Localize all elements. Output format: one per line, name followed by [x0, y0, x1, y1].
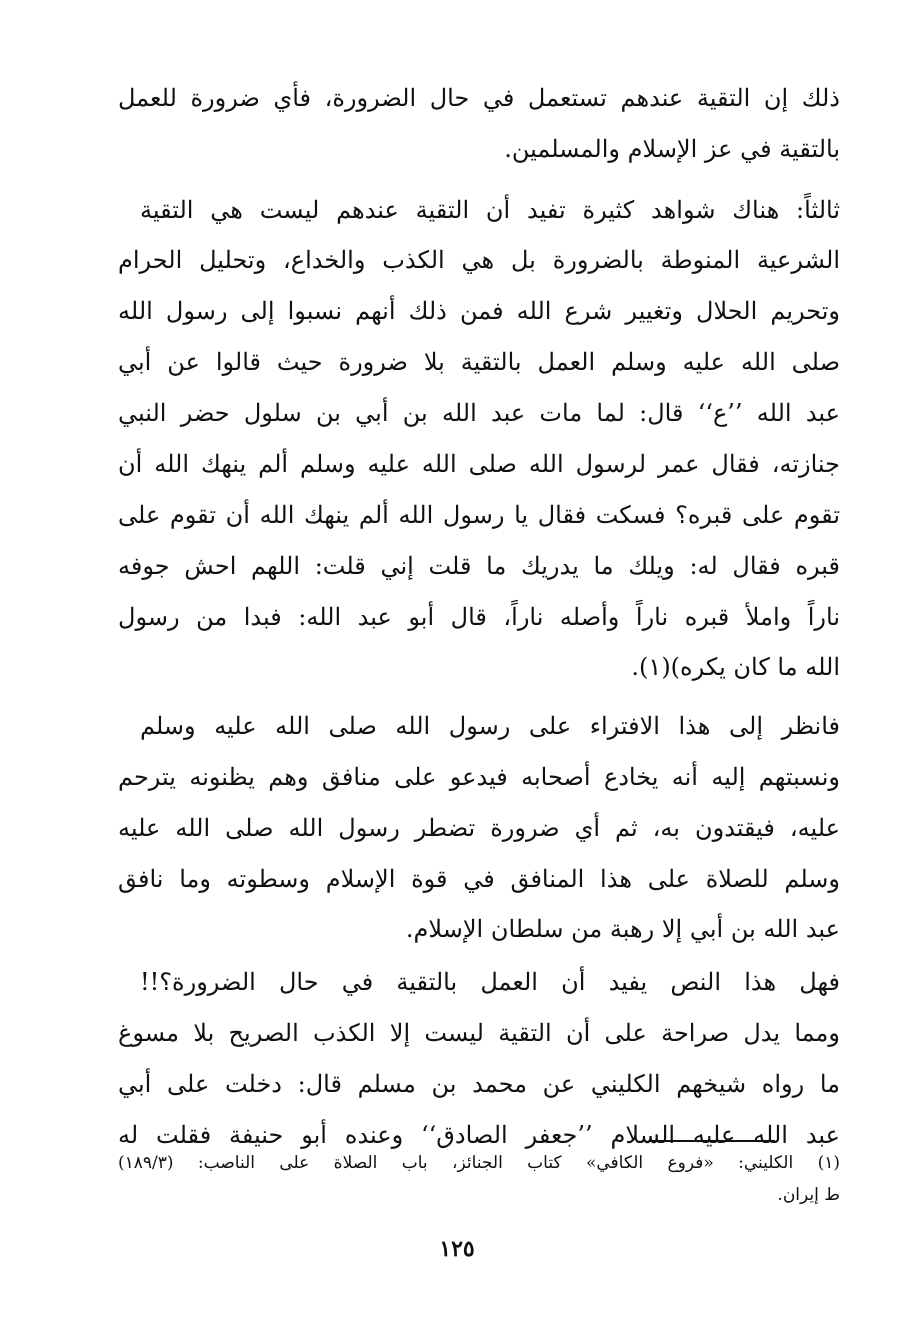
page-number: ١٢٥ — [439, 1236, 475, 1262]
footnote-line: ط إيران. — [777, 1185, 840, 1205]
text-line: عليه، فيقتدون به، ثم أي ضرورة تضطر رسول الله صلى الله عليه — [118, 814, 840, 842]
text-line: عبد الله ’’ع‘‘ قال: لما مات عبد الله بن أبي بن سلول حضر النبي — [118, 399, 840, 427]
text-line: ذلك إن التقية عندهم تستعمل في حال الضرورة، فأي ضرورة للعمل — [118, 84, 840, 112]
text-line: قبره فقال له: ويلك ما يدريك ما قلت إني قلت: اللهم احش جوفه — [118, 552, 840, 580]
text-line: عبد الله بن أبي إلا رهبة من سلطان الإسلام. — [405, 915, 840, 943]
text-line: الشرعية المنوطة بالضرورة بل هي الكذب والخداع، وتحليل الحرام — [118, 246, 840, 274]
text-line: وتحريم الحلال وتغيير شرع الله فمن ذلك أنهم نسبوا إلى رسول الله — [118, 297, 840, 325]
text-line: ثالثاً: هناك شواهد كثيرة تفيد أن التقية عندهم ليست هي التقية — [140, 196, 840, 224]
text-line: ومما يدل صراحة على أن التقية ليست إلا الكذب الصريح بلا مسوغ — [118, 1019, 840, 1047]
text-line: جنازته، فقال عمر لرسول الله صلى الله عليه وسلم ألم ينهك الله أن — [118, 450, 840, 478]
text-line: الله ما كان يكره)(١). — [631, 653, 840, 681]
text-line: صلى الله عليه وسلم العمل بالتقية بلا ضرورة حيث قالوا عن أبي — [118, 348, 840, 376]
text-line: تقوم على قبره؟ فسكت فقال يا رسول الله ألم ينهك الله أن تقوم على — [118, 501, 840, 529]
footnote-divider — [650, 1140, 775, 1142]
text-line: ناراً واملأ قبره ناراً وأصله ناراً، قال أبو عبد الله: فبدا من رسول — [118, 603, 840, 631]
text-line: ما رواه شيخهم الكليني عن محمد بن مسلم قال: دخلت على أبي — [118, 1070, 841, 1098]
text-line: ونسبتهم إليه أنه يخادع أصحابه فيدعو على منافق وهم يظنونه يترحم — [118, 763, 840, 791]
text-line: بالتقية في عز الإسلام والمسلمين. — [504, 135, 840, 163]
text-line: فانظر إلى هذا الافتراء على رسول الله صلى الله عليه وسلم — [140, 712, 840, 740]
footnote-line: (١) الكليني: «فروع الكافي» كتاب الجنائز، باب الصلاة على الناصب: (١٨٩/٣) — [118, 1153, 840, 1173]
text-line: وسلم للصلاة على هذا المنافق في قوة الإسلام وسطوته وما نافق — [118, 865, 840, 893]
text-line: عبد الله عليه السلام ’’جعفر الصادق‘‘ وعنده أبو حنيفة فقلت له — [118, 1121, 840, 1149]
text-line: فهل هذا النص يفيد أن العمل بالتقية في حال الضرورة؟!! — [140, 968, 841, 996]
